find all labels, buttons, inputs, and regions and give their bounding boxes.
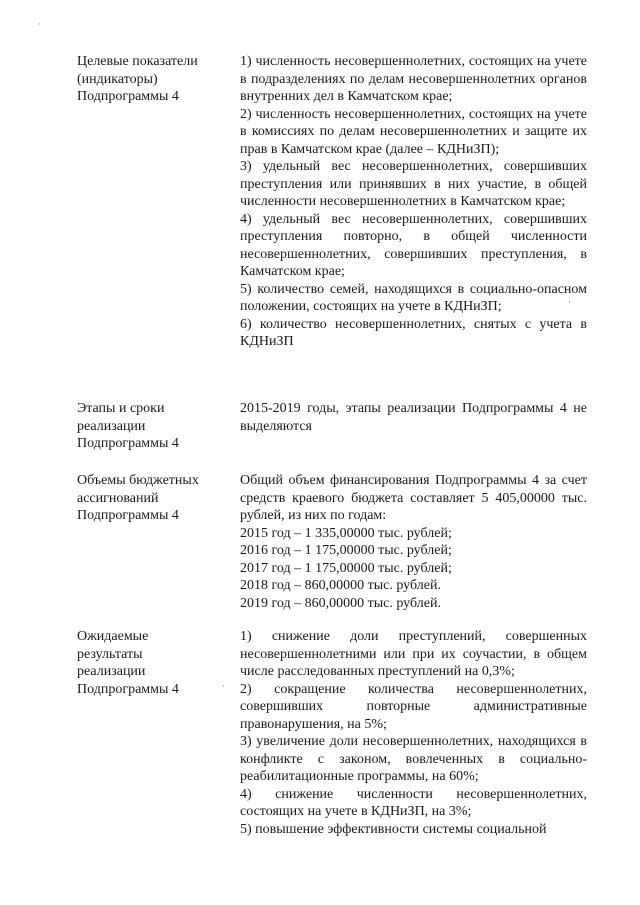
result-item: 1) снижение доли преступлений, совершенных несовершеннолетними или при их соучастии, в общем числе расследованных преступлений на 0,3%; xyxy=(240,629,587,679)
budget-intro: Общий объем финансирования Подпрограммы 4 за счет средств краевого бюджета составляет 5 405,00000 тыс. рублей, из них по годам: xyxy=(240,473,587,523)
scan-speck: · xyxy=(38,19,41,29)
label-line: Ожидаемые xyxy=(77,629,149,644)
label-line: Подпрограммы 4 xyxy=(77,89,179,104)
budget-year: 2017 год – 1 175,00000 тыс. рублей; xyxy=(240,560,452,576)
label-line: реализации xyxy=(77,664,146,679)
indicator-item: 6) количество несовершеннолетних, снятых с учета в КДНиЗП xyxy=(240,316,587,349)
section-content xyxy=(240,472,587,612)
label-line: Подпрограммы 4 xyxy=(77,508,179,523)
section-label xyxy=(77,53,227,106)
result-item: 5) повышение эффективности системы социальной xyxy=(240,821,547,837)
budget-year: 2018 год – 860,00000 тыс. рублей. xyxy=(240,578,441,593)
indicator-item: 2) численность несовершеннолетних, состоящих на учете в комиссиях по делам несовершеннолетних и защите их прав в Камчатском крае (далее – КДНиЗП); xyxy=(240,106,587,157)
label-line: Подпрограммы 4 xyxy=(77,681,179,697)
result-item: 2) сокращение количества несовершеннолетних, совершивших повторные административные правонарушения, на 5%; xyxy=(240,681,587,732)
scan-speck: · xyxy=(222,681,225,691)
indicator-item: 3) удельный вес несовершеннолетних, совершивших преступления или принявших в них участие, в общей численности несовершеннолетних в Камчатском крае; xyxy=(240,159,587,209)
indicator-item: 4) удельный вес несовершеннолетних, совершивших преступления повторно, в общей численности несовершеннолетних, совершивших преступления, в Камчатском крае; xyxy=(240,211,587,279)
label-line: (индикаторы) xyxy=(77,71,158,87)
label-line: результаты xyxy=(77,646,143,662)
indicator-item: 5) количество семей, находящихся в социально-опасном положении, состоящих на учете в КДНиЗП; xyxy=(240,281,587,314)
result-item: 4) снижение численности несовершеннолетних, состоящих на учете в КДНиЗП, на 3%; xyxy=(240,786,587,819)
section-content xyxy=(240,628,587,838)
scan-speck: · xyxy=(568,297,571,307)
budget-year: 2016 год – 1 175,00000 тыс. рублей; xyxy=(240,543,452,558)
result-item: 3) увеличение доли несовершеннолетних, находящихся в конфликте с законом, вовлеченных в социально-реабилитационные программы, на 60%; xyxy=(240,734,587,784)
indicator-item: 1) численность несовершеннолетних, состоящих на учете в подразделениях по делам несовершеннолетних органов внутренних дел в Камчатском крае; xyxy=(240,54,587,104)
label-line: Целевые показатели xyxy=(77,54,198,69)
budget-year: 2019 год – 860,00000 тыс. рублей. xyxy=(240,595,441,611)
label-line: реализации xyxy=(77,418,146,434)
section-label xyxy=(77,400,227,453)
stages-text: 2015-2019 годы, этапы реализации Подпрограммы 4 не выделяются xyxy=(240,401,587,434)
label-line: Этапы и сроки xyxy=(77,401,165,416)
section-content xyxy=(240,400,587,435)
section-content xyxy=(240,53,587,351)
section-label xyxy=(77,472,227,525)
label-line: ассигнований xyxy=(77,490,159,506)
label-line: Объемы бюджетных xyxy=(77,473,199,488)
label-line: Подпрограммы 4 xyxy=(77,436,179,451)
budget-year: 2015 год – 1 335,00000 тыс. рублей; xyxy=(240,525,452,541)
section-label xyxy=(77,628,227,698)
